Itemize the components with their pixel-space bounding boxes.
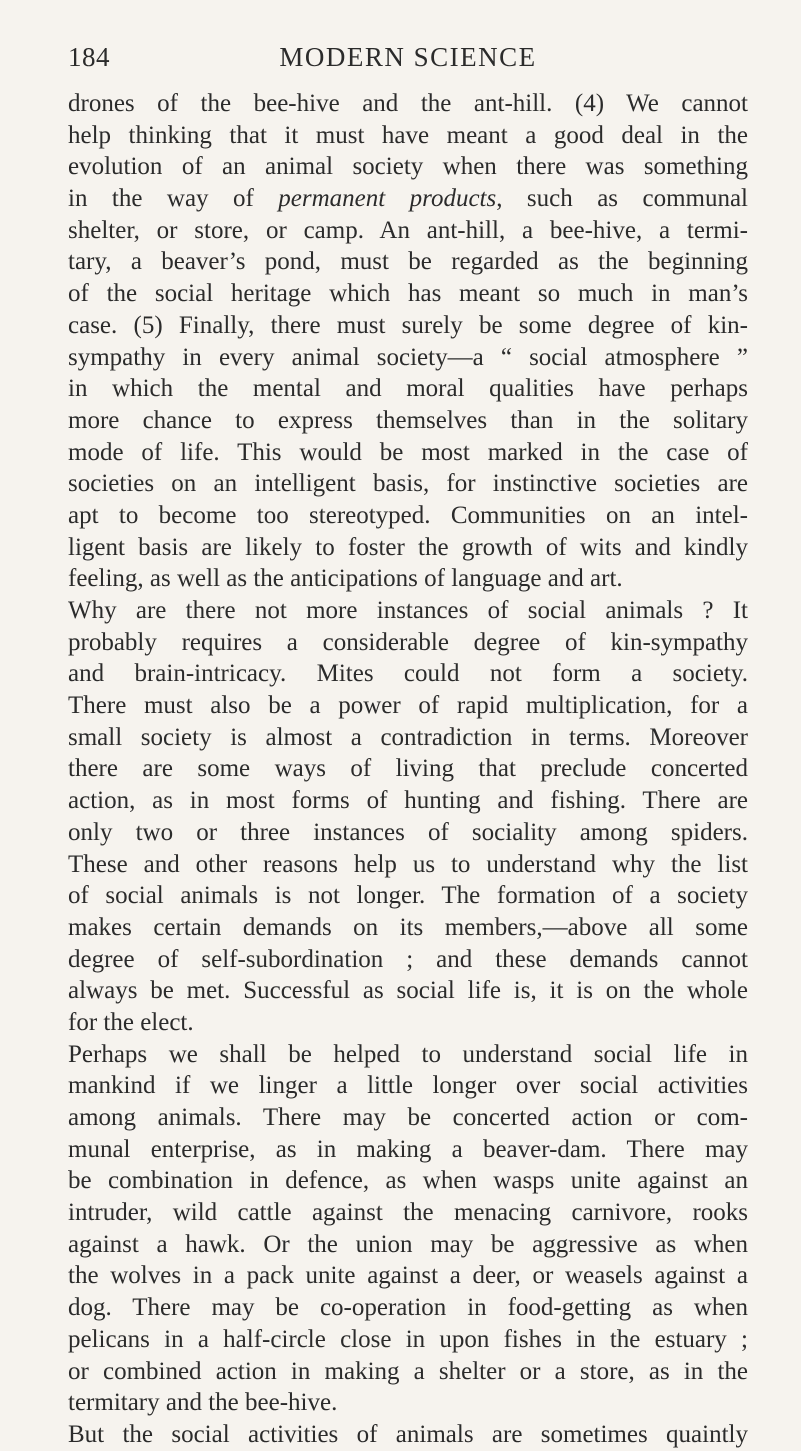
text-line: or combined action in making a shelter or a store, as in the bbox=[68, 1357, 748, 1385]
text-line: These and other reasons help us to understand why the list bbox=[68, 850, 748, 878]
text-line: degree of self-subordination ; and these demands cannot bbox=[68, 945, 748, 973]
text-line: shelter, or store, or camp. An ant-hill, a bee-hive, a termi- bbox=[68, 216, 748, 244]
text-line: societies on an intelligent basis, for instinctive societies are bbox=[68, 470, 748, 498]
text-line: mankind if we linger a little longer over social activities bbox=[68, 1072, 748, 1100]
text-line: Perhaps we shall be helped to understand social life in bbox=[68, 1040, 748, 1068]
running-head: MODERN SCIENCE bbox=[279, 42, 537, 72]
text-line: and brain-intricacy. Mites could not form a society. bbox=[68, 660, 748, 688]
text-line bbox=[68, 183, 748, 215]
text-line: of social animals is not longer. The formation of a society bbox=[68, 882, 748, 910]
text-line: among animals. There may be concerted action or com- bbox=[68, 1104, 748, 1131]
page-header bbox=[68, 42, 748, 78]
text-line: only two or three instances of sociality among spiders. bbox=[68, 818, 748, 846]
text-line: There must also be a power of rapid multiplication, for a bbox=[68, 692, 748, 720]
text-line: against a hawk. Or the union may be aggressive as when bbox=[68, 1230, 748, 1258]
text-line: be combination in defence, as when wasps unite against an bbox=[68, 1167, 748, 1195]
text-line: intruder, wild cattle against the menacing carnivore, rooks bbox=[68, 1199, 748, 1227]
text-line: apt to become too stereotyped. Communities on an intel- bbox=[68, 501, 748, 529]
text-line: munal enterprise, as in making a beaver-dam. There may bbox=[68, 1135, 748, 1163]
text-line: dog. There may be co-operation in food-getting as when bbox=[68, 1294, 748, 1322]
text-line: always be met. Successful as social life is, it is on the whole bbox=[68, 977, 748, 1005]
text-line: of the social heritage which has meant so much in man’s bbox=[68, 280, 748, 308]
page-number: 184 bbox=[68, 42, 110, 72]
text-line: termitary and the bee-hive. bbox=[68, 1389, 338, 1417]
text-line: help thinking that it must have meant a good deal in the bbox=[68, 121, 748, 149]
text-line: there are some ways of living that preclude concerted bbox=[68, 755, 748, 783]
text-line: in which the mental and moral qualities have perhaps bbox=[68, 375, 748, 403]
text-line: action, as in most forms of hunting and fishing. There are bbox=[68, 787, 748, 815]
text-line: the wolves in a pack unite against a deer, or weasels against a bbox=[68, 1262, 748, 1290]
body-text bbox=[68, 88, 748, 1451]
text-line: Why are there not more instances of social animals ? It bbox=[68, 597, 748, 624]
text-line: drones of the bee-hive and the ant-hill. (4) We cannot bbox=[68, 90, 748, 117]
text-line: sympathy in every animal society—a “ social atmosphere ” bbox=[68, 343, 748, 371]
text-segment: in the way of bbox=[68, 185, 279, 213]
text-line: tary, a beaver’s pond, must be regarded as the beginning bbox=[68, 248, 748, 276]
text-line: small society is almost a contradiction in terms. Moreover bbox=[68, 723, 748, 751]
emphasis-text: permanent products bbox=[278, 185, 497, 213]
text-line: more chance to express themselves than in the solitary bbox=[68, 406, 748, 434]
text-line: ligent basis are likely to foster the growth of wits and kindly bbox=[68, 533, 748, 561]
text-line: mode of life. This would be most marked in the case of bbox=[68, 438, 748, 466]
text-line: for the elect. bbox=[68, 1008, 194, 1036]
text-line: makes certain demands on its members,—above all some bbox=[68, 913, 748, 941]
text-line: evolution of an animal society when there was something bbox=[68, 153, 748, 181]
text-line: probably requires a considerable degree of kin-sympathy bbox=[68, 628, 748, 656]
text-line: pelicans in a half-circle close in upon fishes in the estuary ; bbox=[68, 1325, 748, 1353]
text-line: But the social activities of animals are sometimes quaintly bbox=[68, 1420, 748, 1448]
text-line: case. (5) Finally, there must surely be some degree of kin- bbox=[68, 311, 748, 339]
text-line: feeling, as well as the anticipations of language and art. bbox=[68, 565, 623, 593]
text-segment: , such as communal bbox=[496, 185, 748, 213]
